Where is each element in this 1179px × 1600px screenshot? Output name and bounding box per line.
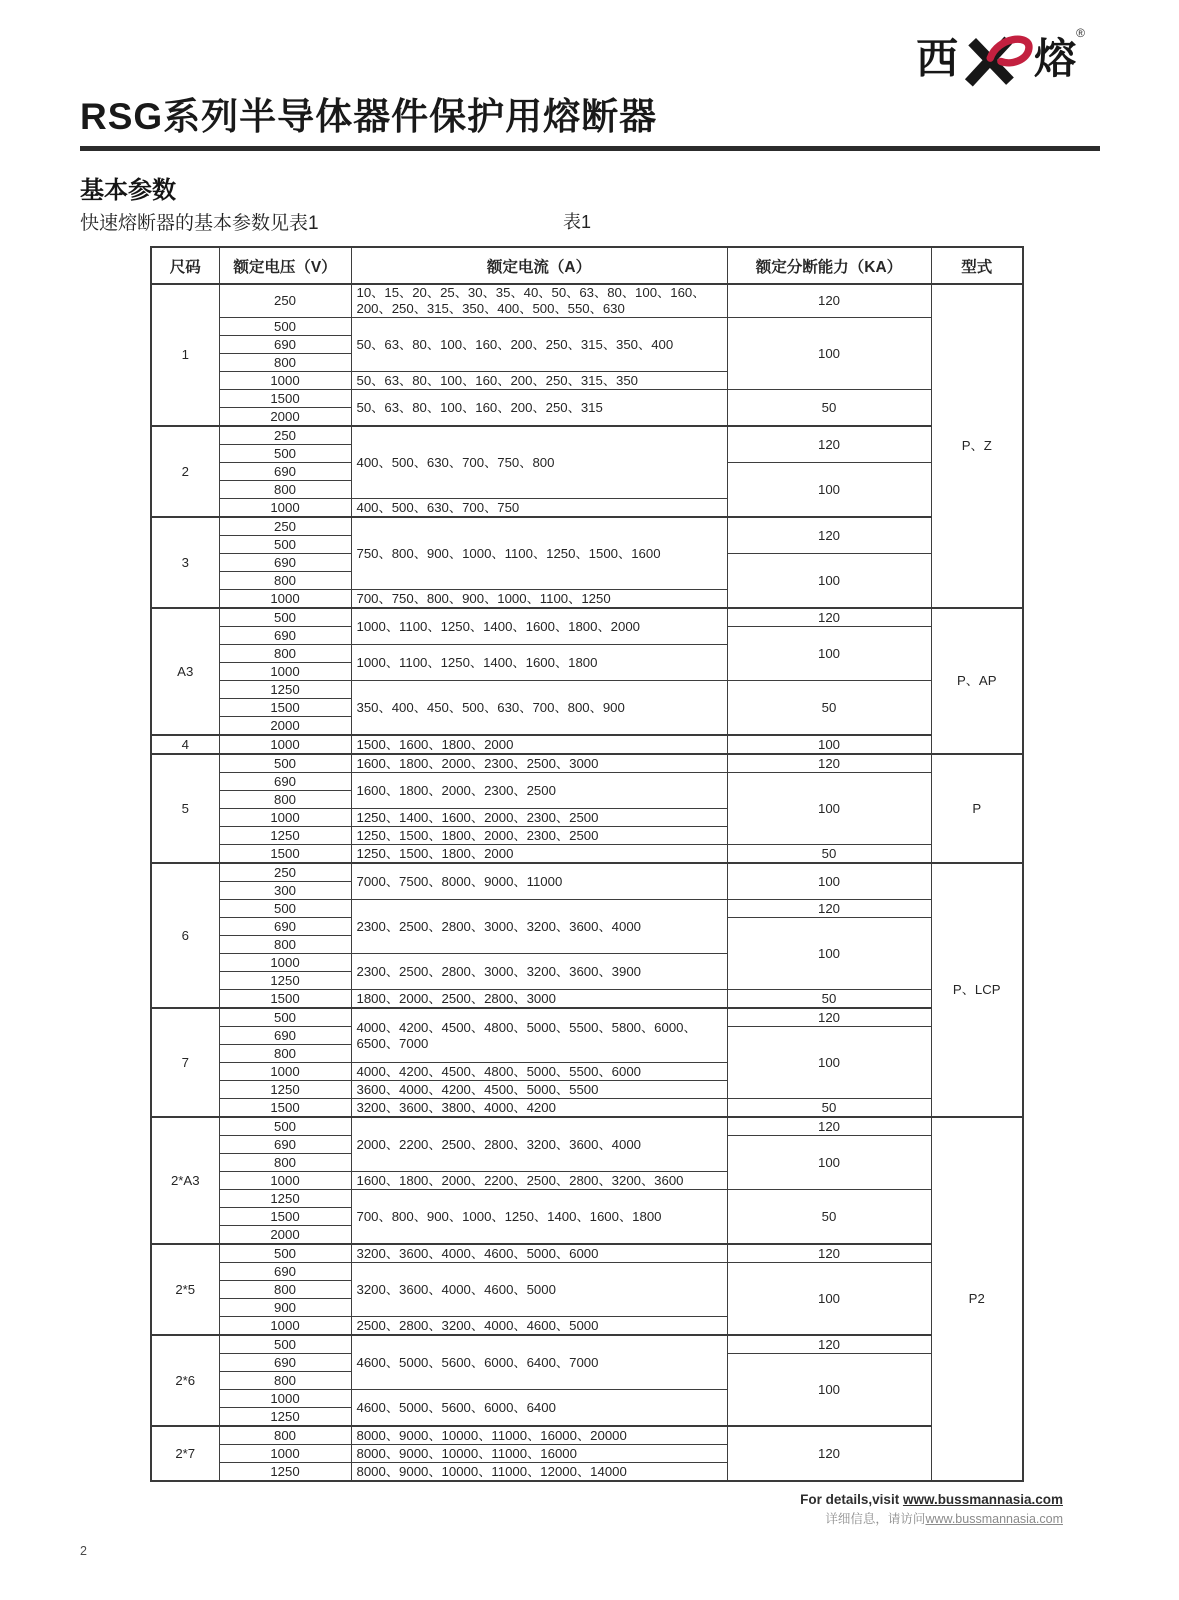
capacity-cell: 120 — [727, 608, 931, 627]
type-cell: P、LCP — [931, 863, 1023, 1117]
voltage-cell: 1500 — [219, 845, 351, 864]
details-link-en[interactable]: www.bussmannasia.com — [902, 1492, 1063, 1507]
type-cell: P2 — [931, 1117, 1023, 1481]
voltage-cell: 1000 — [219, 1445, 351, 1463]
voltage-cell: 500 — [219, 318, 351, 336]
current-cell: 2300、2500、2800、3000、3200、3600、4000 — [351, 900, 727, 954]
voltage-cell: 500 — [219, 1335, 351, 1354]
capacity-cell: 50 — [727, 390, 931, 427]
voltage-cell: 1000 — [219, 1172, 351, 1190]
current-cell: 3600、4000、4200、4500、5000、5500 — [351, 1081, 727, 1099]
capacity-cell: 120 — [727, 1335, 931, 1354]
voltage-cell: 250 — [219, 517, 351, 536]
voltage-cell: 690 — [219, 627, 351, 645]
capacity-cell: 100 — [727, 1263, 931, 1336]
current-cell: 1600、1800、2000、2300、2500 — [351, 773, 727, 809]
table-row — [151, 1244, 1023, 1263]
footer — [800, 1490, 1063, 1528]
voltage-cell: 500 — [219, 1244, 351, 1263]
voltage-cell: 900 — [219, 1299, 351, 1317]
intro-text: 快速熔断器的基本参数见表1 — [80, 213, 319, 234]
capacity-cell: 120 — [727, 1244, 931, 1263]
current-cell: 700、800、900、1000、1250、1400、1600、1800 — [351, 1190, 727, 1245]
current-cell: 350、400、450、500、630、700、800、900 — [351, 681, 727, 736]
voltage-cell: 690 — [219, 1027, 351, 1045]
voltage-cell: 800 — [219, 354, 351, 372]
table-row — [151, 1190, 1023, 1208]
capacity-cell: 120 — [727, 517, 931, 554]
table-row — [151, 1099, 1023, 1118]
voltage-cell: 500 — [219, 608, 351, 627]
voltage-cell: 1000 — [219, 735, 351, 754]
type-cell: P、Z — [931, 284, 1023, 608]
size-cell: 2*7 — [151, 1426, 219, 1481]
voltage-cell: 1000 — [219, 1390, 351, 1408]
size-cell: 1 — [151, 284, 219, 426]
col-header-rated-current: 额定电流（A） — [351, 247, 727, 284]
current-cell: 8000、9000、10000、11000、12000、14000 — [351, 1463, 727, 1482]
capacity-cell: 100 — [727, 1027, 931, 1099]
col-header-rated-voltage: 额定电压（V） — [219, 247, 351, 284]
brand-logo — [916, 26, 1085, 88]
col-header-breaking-capacity: 额定分断能力（KA） — [727, 247, 931, 284]
current-cell: 1600、1800、2000、2200、2500、2800、3200、3600 — [351, 1172, 727, 1190]
voltage-cell: 690 — [219, 773, 351, 791]
voltage-cell: 500 — [219, 1008, 351, 1027]
footer-en-prefix: For details,visit — [800, 1492, 903, 1507]
voltage-cell: 690 — [219, 1263, 351, 1281]
size-cell: 4 — [151, 735, 219, 754]
voltage-cell: 1000 — [219, 1063, 351, 1081]
voltage-cell: 1500 — [219, 1099, 351, 1118]
current-cell: 1000、1100、1250、1400、1600、1800、2000 — [351, 608, 727, 645]
table-header — [151, 247, 1023, 284]
voltage-cell: 1000 — [219, 663, 351, 681]
capacity-cell: 50 — [727, 1099, 931, 1118]
capacity-cell: 120 — [727, 1008, 931, 1027]
title-divider — [80, 146, 1100, 151]
voltage-cell: 500 — [219, 754, 351, 773]
current-cell: 2300、2500、2800、3000、3200、3600、3900 — [351, 954, 727, 990]
voltage-cell: 2000 — [219, 408, 351, 427]
voltage-cell: 800 — [219, 1372, 351, 1390]
voltage-cell: 1250 — [219, 681, 351, 699]
table-row — [151, 1008, 1023, 1027]
current-cell: 1800、2000、2500、2800、3000 — [351, 990, 727, 1009]
registered-trademark-mark: ® — [1076, 26, 1085, 40]
current-cell: 4000、4200、4500、4800、5000、5500、6000 — [351, 1063, 727, 1081]
voltage-cell: 800 — [219, 645, 351, 663]
size-cell: A3 — [151, 608, 219, 735]
table-row — [151, 681, 1023, 699]
footer-line-zh — [800, 1510, 1063, 1528]
capacity-cell: 120 — [727, 1426, 931, 1481]
table-row — [151, 990, 1023, 1009]
current-cell: 400、500、630、700、750、800 — [351, 426, 727, 499]
size-cell: 2*5 — [151, 1244, 219, 1335]
footer-line-en — [800, 1490, 1063, 1510]
capacity-cell: 100 — [727, 773, 931, 845]
col-header-type: 型式 — [931, 247, 1023, 284]
table-row — [151, 1426, 1023, 1445]
table-row — [151, 1263, 1023, 1281]
voltage-cell: 1000 — [219, 372, 351, 390]
capacity-cell: 120 — [727, 426, 931, 463]
voltage-cell: 1250 — [219, 1408, 351, 1427]
voltage-cell: 800 — [219, 1281, 351, 1299]
table-row — [151, 318, 1023, 336]
voltage-cell: 1250 — [219, 827, 351, 845]
voltage-cell: 500 — [219, 445, 351, 463]
table-row — [151, 1117, 1023, 1136]
current-cell: 50、63、80、100、160、200、250、315 — [351, 390, 727, 427]
size-cell: 3 — [151, 517, 219, 608]
current-cell: 1500、1600、1800、2000 — [351, 735, 727, 754]
voltage-cell: 800 — [219, 1045, 351, 1063]
voltage-cell: 500 — [219, 1117, 351, 1136]
current-cell: 8000、9000、10000、11000、16000 — [351, 1445, 727, 1463]
capacity-cell: 50 — [727, 990, 931, 1009]
col-header-size: 尺码 — [151, 247, 219, 284]
voltage-cell: 1000 — [219, 590, 351, 609]
voltage-cell: 1250 — [219, 1463, 351, 1482]
voltage-cell: 300 — [219, 882, 351, 900]
voltage-cell: 800 — [219, 1426, 351, 1445]
current-cell: 4600、5000、5600、6000、6400 — [351, 1390, 727, 1427]
details-link-zh[interactable]: www.bussmannasia.com — [925, 1511, 1063, 1526]
footer-zh-prefix: 详细信息，请访问 — [825, 1511, 926, 1526]
section-heading: 基本参数 — [80, 177, 176, 204]
table-row — [151, 1335, 1023, 1354]
current-cell: 1250、1500、1800、2000、2300、2500 — [351, 827, 727, 845]
voltage-cell: 690 — [219, 336, 351, 354]
table-row — [151, 284, 1023, 318]
current-cell: 3200、3600、3800、4000、4200 — [351, 1099, 727, 1118]
voltage-cell: 690 — [219, 554, 351, 572]
table-caption: 表1 — [563, 212, 592, 232]
voltage-cell: 1000 — [219, 1317, 351, 1336]
voltage-cell: 1000 — [219, 809, 351, 827]
params-table-body — [151, 284, 1023, 1481]
capacity-cell: 120 — [727, 754, 931, 773]
voltage-cell: 800 — [219, 936, 351, 954]
voltage-cell: 1250 — [219, 972, 351, 990]
size-cell: 5 — [151, 754, 219, 863]
capacity-cell: 100 — [727, 1354, 931, 1427]
table-header-row — [151, 247, 1023, 284]
voltage-cell: 1500 — [219, 1208, 351, 1226]
capacity-cell: 100 — [727, 1136, 931, 1190]
page-number: 2 — [80, 1544, 87, 1558]
capacity-cell: 100 — [727, 554, 931, 609]
basic-parameters-table — [150, 246, 1024, 1482]
current-cell: 3200、3600、4000、4600、5000、6000 — [351, 1244, 727, 1263]
capacity-cell: 100 — [727, 918, 931, 990]
voltage-cell: 1250 — [219, 1081, 351, 1099]
voltage-cell: 690 — [219, 1354, 351, 1372]
current-cell: 2000、2200、2500、2800、3200、3600、4000 — [351, 1117, 727, 1172]
voltage-cell: 690 — [219, 1136, 351, 1154]
voltage-cell: 800 — [219, 791, 351, 809]
current-cell: 2500、2800、3200、4000、4600、5000 — [351, 1317, 727, 1336]
voltage-cell: 800 — [219, 572, 351, 590]
size-cell: 2*A3 — [151, 1117, 219, 1244]
page-title: RSG系列半导体器件保护用熔断器 — [80, 96, 658, 137]
logo-left-character: 西 — [916, 35, 959, 82]
size-cell: 2 — [151, 426, 219, 517]
logo-right-character: 熔 — [1034, 35, 1077, 82]
capacity-cell: 100 — [727, 318, 931, 390]
voltage-cell: 1250 — [219, 1190, 351, 1208]
current-cell: 8000、9000、10000、11000、16000、20000 — [351, 1426, 727, 1445]
current-cell: 7000、7500、8000、9000、11000 — [351, 863, 727, 900]
type-cell: P — [931, 754, 1023, 863]
capacity-cell: 50 — [727, 845, 931, 864]
capacity-cell: 50 — [727, 681, 931, 736]
voltage-cell: 1000 — [219, 954, 351, 972]
table-row — [151, 517, 1023, 536]
voltage-cell: 500 — [219, 536, 351, 554]
voltage-cell: 1500 — [219, 699, 351, 717]
capacity-cell: 100 — [727, 863, 931, 900]
table-row — [151, 390, 1023, 408]
table-row — [151, 735, 1023, 754]
current-cell: 1600、1800、2000、2300、2500、3000 — [351, 754, 727, 773]
current-cell: 750、800、900、1000、1100、1250、1500、1600 — [351, 517, 727, 590]
table-row — [151, 845, 1023, 864]
capacity-cell: 100 — [727, 463, 931, 518]
voltage-cell: 2000 — [219, 1226, 351, 1245]
voltage-cell: 250 — [219, 863, 351, 882]
current-cell: 4000、4200、4500、4800、5000、5500、5800、6000、6500、7000 — [351, 1008, 727, 1063]
current-cell: 4600、5000、5600、6000、6400、7000 — [351, 1335, 727, 1390]
current-cell: 50、63、80、100、160、200、250、315、350 — [351, 372, 727, 390]
current-cell: 700、750、800、900、1000、1100、1250 — [351, 590, 727, 609]
table-row — [151, 773, 1023, 791]
voltage-cell: 800 — [219, 1154, 351, 1172]
voltage-cell: 1500 — [219, 390, 351, 408]
xr-swoosh-logo-icon — [959, 30, 1033, 88]
type-cell: P、AP — [931, 608, 1023, 754]
current-cell: 1250、1500、1800、2000 — [351, 845, 727, 864]
table-row — [151, 900, 1023, 918]
size-cell: 6 — [151, 863, 219, 1008]
capacity-cell: 120 — [727, 900, 931, 918]
current-cell: 1250、1400、1600、2000、2300、2500 — [351, 809, 727, 827]
size-cell: 7 — [151, 1008, 219, 1117]
table-row — [151, 754, 1023, 773]
current-cell: 400、500、630、700、750 — [351, 499, 727, 518]
capacity-cell: 50 — [727, 1190, 931, 1245]
table-row — [151, 608, 1023, 627]
voltage-cell: 690 — [219, 463, 351, 481]
capacity-cell: 120 — [727, 284, 931, 318]
current-cell: 3200、3600、4000、4600、5000 — [351, 1263, 727, 1317]
voltage-cell: 800 — [219, 481, 351, 499]
size-cell: 2*6 — [151, 1335, 219, 1426]
current-cell: 50、63、80、100、160、200、250、315、350、400 — [351, 318, 727, 372]
current-cell: 1000、1100、1250、1400、1600、1800 — [351, 645, 727, 681]
capacity-cell: 100 — [727, 627, 931, 681]
table-row — [151, 426, 1023, 445]
voltage-cell: 690 — [219, 918, 351, 936]
voltage-cell: 2000 — [219, 717, 351, 736]
voltage-cell: 500 — [219, 900, 351, 918]
current-cell: 10、15、20、25、30、35、40、50、63、80、100、160、200、250、315、350、400、500、550、630 — [351, 284, 727, 318]
voltage-cell: 1000 — [219, 499, 351, 518]
capacity-cell: 120 — [727, 1117, 931, 1136]
capacity-cell: 100 — [727, 735, 931, 754]
voltage-cell: 250 — [219, 284, 351, 318]
table-row — [151, 863, 1023, 882]
voltage-cell: 1500 — [219, 990, 351, 1009]
voltage-cell: 250 — [219, 426, 351, 445]
